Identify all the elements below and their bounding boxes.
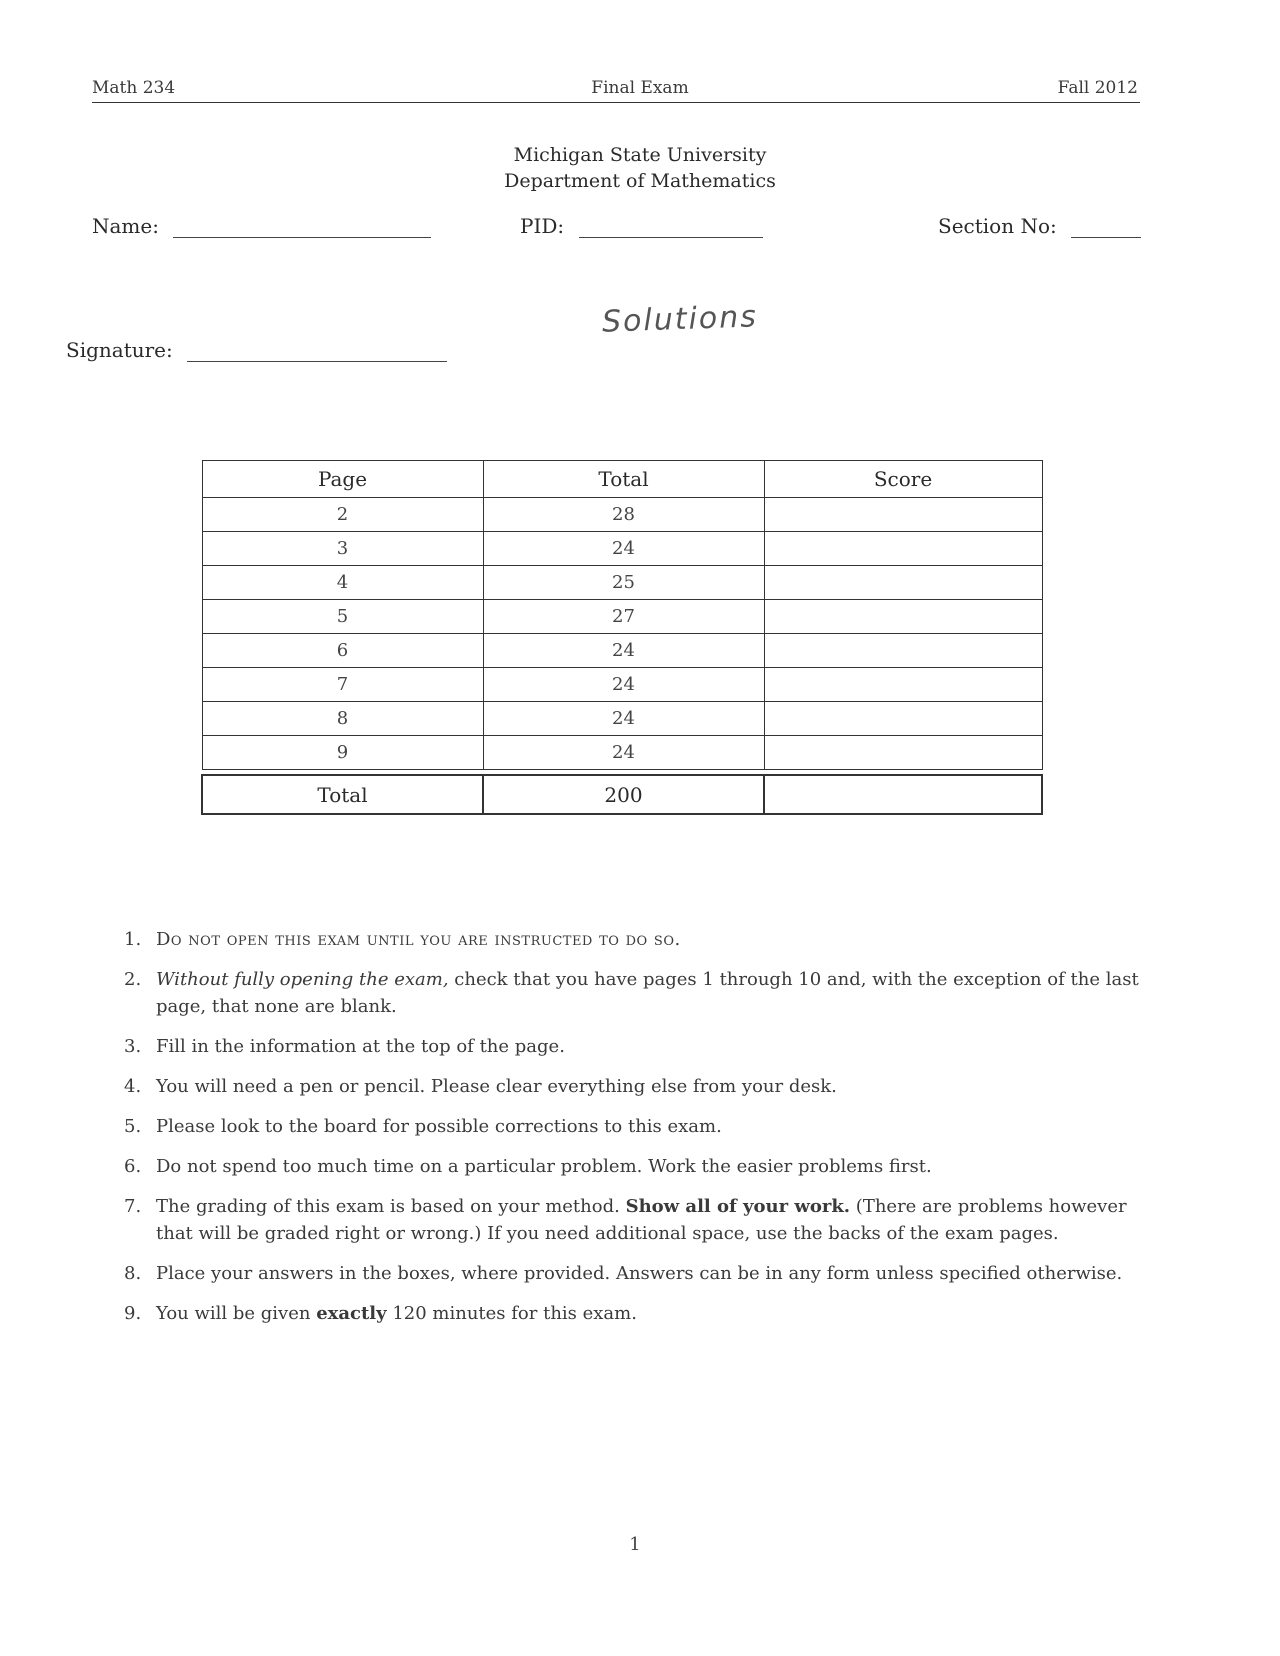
instruction-text: (There are problems however that will be graded right or wrong.) If you need additional space, use the backs of the exam pages. — [156, 1196, 1127, 1244]
total-cell: 24 — [483, 532, 764, 566]
department-name: Department of Mathematics — [504, 170, 776, 192]
instruction-text: check that you have pages 1 through 10 and, with the exception of the last page, that none are blank. — [156, 969, 1139, 1017]
section-label: Section No: — [938, 214, 1057, 238]
page-cell: 7 — [202, 668, 483, 702]
total-score-cell[interactable] — [764, 775, 1042, 814]
instruction-text: 120 minutes for this exam. — [386, 1303, 637, 1324]
total-cell: 24 — [483, 702, 764, 736]
name-field[interactable] — [92, 214, 431, 238]
instruction-number: 3. — [124, 1036, 142, 1057]
instruction-item — [124, 926, 1144, 953]
score-cell[interactable] — [764, 702, 1042, 736]
section-field[interactable] — [938, 214, 1141, 238]
signature-label: Signature: — [66, 338, 173, 362]
page-cell: 2 — [202, 498, 483, 532]
table-row — [202, 566, 1042, 600]
total-label-cell: Total — [202, 775, 483, 814]
instruction-item — [124, 1300, 1144, 1327]
total-cell: 24 — [483, 668, 764, 702]
table-row — [202, 736, 1042, 770]
total-cell: 24 — [483, 736, 764, 770]
name-blank[interactable] — [173, 219, 431, 238]
instruction-number: 1. — [124, 929, 142, 950]
institution-block — [440, 142, 840, 194]
instruction-item — [124, 1113, 1144, 1140]
instruction-text: The grading of this exam is based on your method. — [156, 1196, 626, 1217]
score-cell[interactable] — [764, 600, 1042, 634]
table-header-row — [202, 461, 1042, 498]
header-total: Total — [483, 461, 764, 498]
score-cell[interactable] — [764, 566, 1042, 600]
total-value-cell: 200 — [483, 775, 764, 814]
term-label: Fall 2012 — [1057, 78, 1138, 98]
pid-field[interactable] — [520, 214, 763, 238]
table-row — [202, 600, 1042, 634]
score-cell[interactable] — [764, 634, 1042, 668]
score-cell[interactable] — [764, 532, 1042, 566]
handwritten-solutions: Solutions — [601, 299, 759, 340]
table-row — [202, 634, 1042, 668]
instruction-number: 4. — [124, 1076, 142, 1097]
table-total-row — [202, 775, 1042, 814]
table-row — [202, 532, 1042, 566]
page-cell: 4 — [202, 566, 483, 600]
total-cell: 24 — [483, 634, 764, 668]
instruction-text: Do not spend too much time on a particular problem. Work the easier problems first. — [156, 1156, 932, 1177]
course-label: Math 234 — [92, 78, 176, 98]
pid-blank[interactable] — [579, 219, 763, 238]
total-cell: 27 — [483, 600, 764, 634]
name-label: Name: — [92, 214, 159, 238]
instruction-text: You will need a pen or pencil. Please clear everything else from your desk. — [156, 1076, 837, 1097]
instruction-text: Do not open this exam until you are instructed to do so. — [156, 929, 681, 950]
instruction-number: 6. — [124, 1156, 142, 1177]
instruction-item — [124, 1073, 1144, 1100]
instruction-text: Place your answers in the boxes, where provided. Answers can be in any form unless specified otherwise. — [156, 1263, 1123, 1284]
table-row — [202, 668, 1042, 702]
instruction-number: 7. — [124, 1196, 142, 1217]
instruction-text: Without fully opening the exam, — [156, 969, 449, 990]
page-number: 1 — [629, 1534, 641, 1555]
instruction-text: Show all of your work. — [625, 1196, 851, 1217]
instruction-number: 5. — [124, 1116, 142, 1137]
score-cell[interactable] — [764, 498, 1042, 532]
pid-label: PID: — [520, 214, 565, 238]
page-cell: 8 — [202, 702, 483, 736]
instructions-list — [124, 926, 1144, 1340]
instruction-item — [124, 966, 1144, 1020]
university-name: Michigan State University — [513, 144, 767, 166]
page-cell: 9 — [202, 736, 483, 770]
header-page: Page — [202, 461, 483, 498]
instruction-text: Fill in the information at the top of the page. — [156, 1036, 565, 1057]
page-cell: 6 — [202, 634, 483, 668]
total-cell: 25 — [483, 566, 764, 600]
instruction-item — [124, 1153, 1144, 1180]
instruction-item — [124, 1033, 1144, 1060]
header-score: Score — [764, 461, 1042, 498]
instruction-number: 8. — [124, 1263, 142, 1284]
instruction-text: exactly — [316, 1303, 387, 1324]
instruction-text: You will be given — [156, 1303, 317, 1324]
table-row — [202, 702, 1042, 736]
exam-title: Final Exam — [591, 78, 689, 98]
instruction-text: Please look to the board for possible corrections to this exam. — [156, 1116, 722, 1137]
instruction-number: 9. — [124, 1303, 142, 1324]
score-cell[interactable] — [764, 736, 1042, 770]
page-cell: 5 — [202, 600, 483, 634]
total-cell: 28 — [483, 498, 764, 532]
signature-field[interactable] — [66, 338, 447, 362]
section-blank[interactable] — [1071, 219, 1141, 238]
score-cell[interactable] — [764, 668, 1042, 702]
page-cell: 3 — [202, 532, 483, 566]
instruction-item — [124, 1193, 1144, 1247]
table-row — [202, 498, 1042, 532]
score-table — [201, 460, 1043, 815]
instruction-item — [124, 1260, 1144, 1287]
instruction-number: 2. — [124, 969, 142, 990]
header-rule — [92, 102, 1140, 103]
signature-blank[interactable] — [187, 343, 447, 362]
